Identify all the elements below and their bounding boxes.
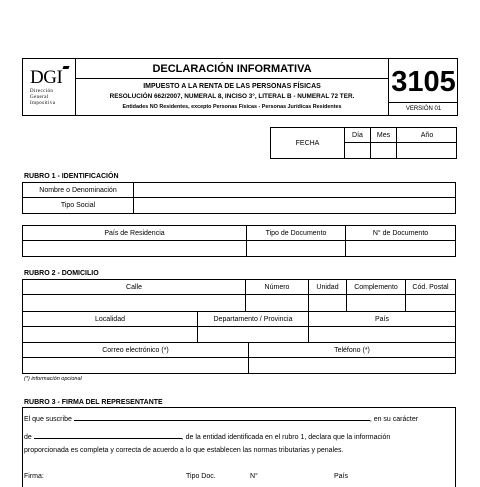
unit-field[interactable] — [309, 295, 346, 311]
logo-mark: DGI — [30, 67, 63, 88]
doc-number-field[interactable] — [346, 241, 455, 256]
number-field[interactable] — [246, 295, 308, 311]
rubro2-title: RUBRO 2 - DOMICILIO — [24, 270, 99, 277]
form-title: DECLARACIÓN INFORMATIVA — [152, 62, 312, 75]
department-label: Departamento / Provincia — [213, 315, 293, 323]
form-subtitle: IMPUESTO A LA RENTA DE LAS PERSONAS FÍSICAS — [143, 83, 321, 90]
signature-doc-type-label: Tipo Doc. — [186, 473, 216, 480]
complement-field[interactable] — [347, 295, 405, 311]
signer-role-field[interactable] — [34, 431, 182, 439]
day-field[interactable] — [345, 143, 370, 158]
declaration-line-1 — [24, 413, 418, 423]
department-field[interactable] — [198, 327, 308, 342]
declaration-suffix-1: , en su carácter — [369, 416, 419, 423]
dgi-logo — [26, 62, 72, 112]
month-label: Mes — [376, 131, 391, 139]
email-label: Correo electrónico (*) — [102, 346, 169, 354]
signature-label: Firma: — [24, 473, 44, 480]
name-label: Nombre o Denominación — [39, 186, 117, 194]
signer-name-field[interactable] — [74, 413, 370, 421]
type-label: Tipo Social — [60, 202, 96, 209]
form-entities: Entidades NO Residentes, excepto Personas Físicas - Personas Jurídicas Residentes — [122, 104, 342, 111]
complement-label: Complemento — [354, 283, 398, 291]
optional-note: (*) información opcional — [24, 376, 82, 382]
month-field[interactable] — [371, 143, 396, 158]
country-field[interactable] — [23, 241, 246, 256]
form-resolution: RESOLUCIÓN 662/2007, NUMERAL 8, INCISO 3°, LITERAL B - NUMERAL 72 TER. — [109, 93, 355, 101]
form-version: VERSIÓN 01 — [405, 106, 442, 112]
rubro1-title: RUBRO 1 - IDENTIFICACIÓN — [24, 173, 119, 180]
postal-field[interactable] — [406, 295, 455, 311]
phone-field[interactable] — [249, 358, 455, 374]
doc-type-label: Tipo de Documento — [265, 229, 327, 237]
address-country-label: País — [374, 315, 389, 323]
doc-number-label: N° de Documento — [372, 229, 429, 237]
logo-line-1: Dirección — [30, 89, 54, 94]
logo-accent-icon — [62, 66, 69, 69]
street-field[interactable] — [23, 295, 245, 311]
declaration-suffix-2: , de la entidad identificada en el rubro 1, declara que la información — [181, 434, 391, 441]
signature-country-label: País — [334, 473, 349, 480]
locality-field[interactable] — [23, 327, 197, 342]
number-label: Número — [264, 283, 290, 291]
declaration-prefix-1: El que suscribe — [24, 416, 72, 423]
locality-label: Localidad — [95, 315, 125, 323]
name-field[interactable] — [134, 183, 455, 197]
day-label: Día — [352, 131, 363, 139]
form-number: 3105 — [391, 65, 456, 98]
logo-line-2: General — [30, 95, 49, 100]
street-label: Calle — [126, 283, 142, 291]
date-label: FECHA — [295, 139, 320, 147]
country-label: País de Residencia — [104, 229, 165, 237]
email-field[interactable] — [23, 358, 248, 374]
signature-number-label: N° — [250, 473, 258, 480]
declaration-prefix-2: de — [24, 434, 32, 441]
type-field[interactable] — [134, 198, 455, 213]
year-field[interactable] — [397, 143, 457, 158]
logo-line-3: Impositiva — [30, 101, 56, 106]
postal-label: Cód. Postal — [412, 283, 449, 291]
unit-label: Unidad — [316, 283, 339, 291]
declaration-line-2 — [24, 431, 390, 441]
declaration-line-3: proporcionada es completa y correcta de acuerdo a lo que establecen las normas tributarias y penales. — [24, 447, 344, 454]
year-label: Año — [420, 131, 434, 139]
address-country-field[interactable] — [309, 327, 455, 342]
rubro3-title: RUBRO 3 - FIRMA DEL REPRESENTANTE — [24, 399, 163, 406]
phone-label: Teléfono (*) — [334, 346, 370, 354]
doc-type-field[interactable] — [247, 241, 345, 256]
